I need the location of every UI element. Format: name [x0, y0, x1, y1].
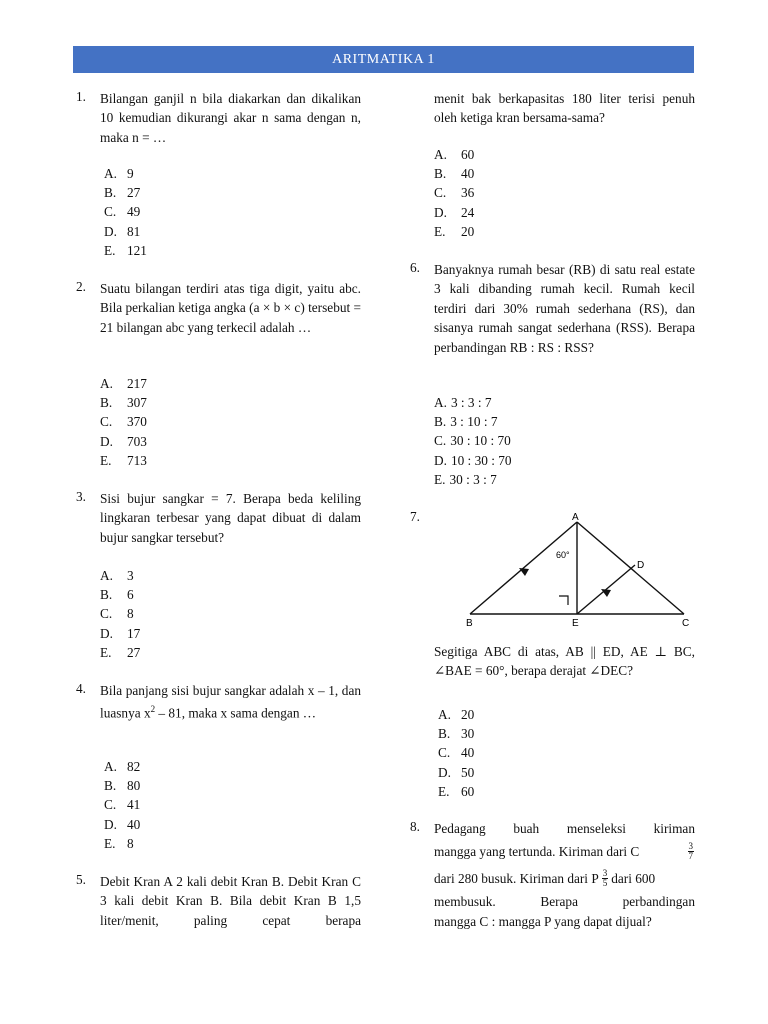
options-1 — [104, 164, 147, 260]
question-text: Sisi bujur sangkar = 7. Berapa beda keliling lingkaran terbesar yang dapat dibuat di dalam bujur sangkar tersebut? — [100, 491, 361, 545]
option-a[interactable]: A. 3 : 3 : 7 — [434, 395, 492, 410]
option-b[interactable]: B. 80 — [104, 778, 141, 794]
question-8-text: Pedagang buah menseleksi kiriman mangga yang tertunda. Kiriman dari C $\frac{3}{7}$ dari 280 busuk. Kiriman dari P $\frac{3}{5}$ dari 600 membusuk. Berapa perbandingan mangga C : mangga P yang dapat dijual? — [434, 821, 695, 929]
question-text: Bilangan ganjil n bila diakarkan dan dikalikan 10 kemudian dikurangi akar n sama dengan n, maka n = … — [100, 91, 361, 145]
question-number: 5. — [76, 872, 86, 887]
question-text: Debit Kran A 2 kali debit Kran B. Debit Kran C 3 kali debit Kran B. Bila debit Kran B 1,5 liter/menit, paling cepat berapa — [100, 874, 361, 928]
question-7-text: Segitiga ABC di atas, AB || ED, AE ⊥ BC, ∠BAE = 60°, berapa derajat ∠DEC? — [434, 644, 695, 679]
label-c: C — [682, 618, 690, 629]
option-b[interactable]: B. 30 — [438, 726, 475, 742]
question-number: 7. — [410, 509, 420, 524]
option-d[interactable]: D. 24 — [434, 204, 475, 220]
option-e[interactable]: E. 121 — [104, 242, 147, 258]
option-d[interactable]: D. 40 — [104, 816, 141, 832]
option-e[interactable]: E. 8 — [104, 835, 134, 851]
question-number: 3. — [76, 489, 86, 504]
option-b[interactable]: B. 40 — [434, 166, 475, 182]
option-a[interactable]: A. 60 — [434, 147, 475, 162]
option-c[interactable]: C. 30 : 10 : 70 — [434, 433, 511, 449]
option-c[interactable]: C. 49 — [104, 204, 141, 220]
option-a[interactable]: A. 217 — [100, 376, 147, 391]
question-text: Banyaknya rumah besar (RB) di satu real estate 3 kali dibanding rumah kecil. Rumah kecil terdiri dari 30% rumah sederhana (RS), dan sisanya rumah sangat sederhana (RSS). Berapa perbandingan RB : RS : RSS? — [434, 262, 695, 355]
options-6 — [434, 393, 512, 489]
options-7 — [438, 705, 474, 801]
option-c[interactable]: C. 36 — [434, 185, 475, 201]
options-5 — [434, 145, 474, 241]
options-4 — [104, 757, 140, 853]
question-number: 1. — [76, 89, 86, 104]
option-e[interactable]: E. 20 — [434, 223, 475, 239]
options-2 — [100, 374, 147, 470]
options-3 — [100, 566, 140, 662]
page-title: ARITMATIKA 1 — [332, 51, 435, 67]
option-a[interactable]: A. 9 — [104, 166, 134, 181]
label-b: B — [466, 618, 473, 629]
label-e: E — [572, 618, 579, 629]
option-d[interactable]: D. 81 — [104, 223, 141, 239]
question-text: Bila panjang sisi bujur sangkar adalah x – 1, dan luasnya $x^2 - 81$, maka x sama dengan … — [100, 683, 361, 721]
question-text: Suatu bilangan terdiri atas tiga digit, yaitu abc. Bila perkalian ketiga angka (a × b × c) tersebut = 21 bilangan abc yang terkecil adalah … — [100, 281, 362, 335]
option-b[interactable]: B. 27 — [104, 185, 141, 201]
label-d: D — [637, 560, 645, 571]
angle-label: 60° — [556, 550, 570, 560]
option-d[interactable]: D. 17 — [100, 625, 141, 641]
option-e[interactable]: E. 60 — [438, 783, 475, 799]
option-e[interactable]: E. 713 — [100, 452, 147, 468]
option-a[interactable]: A. 3 — [100, 568, 134, 583]
option-e[interactable]: E. 27 — [100, 644, 141, 660]
question-number: 6. — [410, 260, 420, 275]
fraction-c: $\frac{3}{7}$ — [688, 841, 693, 862]
question-number: 4. — [76, 681, 86, 696]
fraction-p: $\frac{3}{5}$ — [602, 868, 608, 889]
option-d[interactable]: D. 10 : 30 : 70 — [434, 452, 512, 468]
label-a: A — [572, 512, 579, 523]
question-number: 2. — [76, 279, 86, 294]
option-a[interactable]: A. 82 — [104, 759, 141, 774]
question-number: 8. — [410, 819, 420, 834]
option-c[interactable]: C. 8 — [100, 606, 134, 622]
triangle-figure — [455, 505, 705, 635]
option-b[interactable]: B. 6 — [100, 587, 134, 603]
question-5-continued: menit bak berkapasitas 180 liter terisi penuh oleh ketiga kran bersama-sama? — [434, 91, 695, 126]
option-a[interactable]: A. 20 — [438, 707, 475, 722]
option-c[interactable]: C. 370 — [100, 414, 147, 430]
option-b[interactable]: B. 3 : 10 : 7 — [434, 414, 498, 430]
page-title-bar — [73, 46, 694, 73]
option-e[interactable]: E. 30 : 3 : 7 — [434, 471, 497, 487]
option-c[interactable]: C. 40 — [438, 745, 475, 761]
option-d[interactable]: D. 50 — [438, 764, 475, 780]
option-b[interactable]: B. 307 — [100, 395, 147, 411]
option-c[interactable]: C. 41 — [104, 797, 141, 813]
option-d[interactable]: D. 703 — [100, 433, 147, 449]
